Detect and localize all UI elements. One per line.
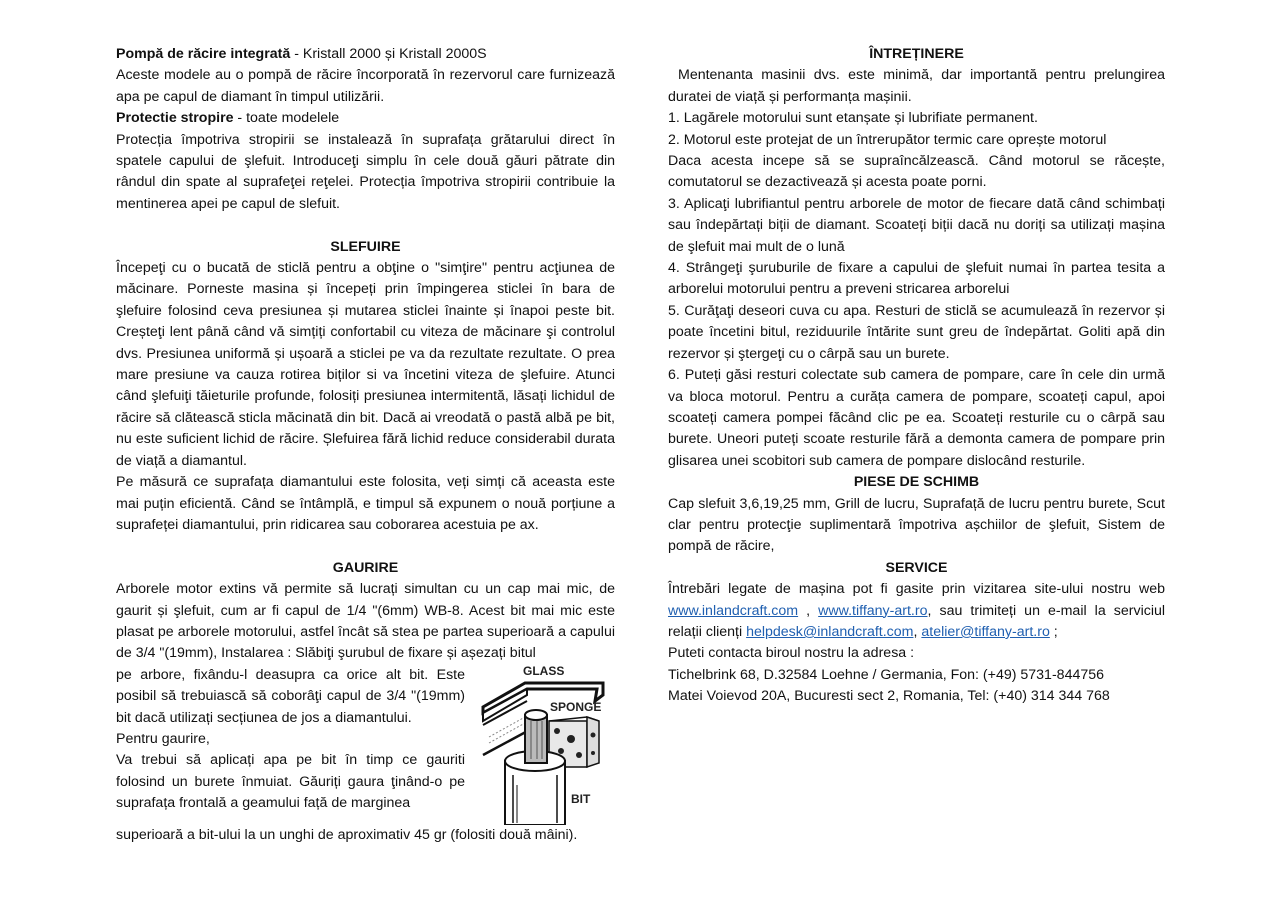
- service-intro: Întrebări legate de mașina pot fi gasite prin vizitarea site-ului nostru web: [668, 581, 1165, 598]
- glass-sponge-bit-illustration: [475, 665, 615, 825]
- drilling-paragraph-2: Pentru gaurire,: [116, 730, 210, 747]
- service-mid: , sau trimiteți un e-mail la serviciul relații clienți: [668, 602, 1166, 640]
- maintenance-item: 6. Puteți găsi resturi colectate sub camera de pompare, care în cele din urmă va bloca motorul. Pentru a curăța camera de pompare, scoateți capul, apoi scoateți camera pompei făcând clic pe ea. Scoateți resturile cu o cârpă sau burete. Uneori puteți scoate resturile fără a demonta camera de pompare prin glisarea unei scobitori sub camera de pompare dislocând resturile.: [668, 367, 1165, 469]
- separator: ;: [1049, 623, 1058, 640]
- svg-text:SPONGE: SPONGE: [550, 699, 602, 714]
- spacer: [116, 536, 615, 557]
- splash-paragraph: [116, 108, 615, 129]
- drilling-heading: GAURIRE: [332, 559, 399, 576]
- separator: ,: [798, 602, 819, 619]
- left-column: [116, 44, 615, 846]
- maintenance-item: 5. Curăţaţi deseori cuva cu apa. Resturi de sticlă se acumulează în rezervor și poate încetini bitul, reziduurile întărite sunt greu de îndepărtat. Goliti apă din rezervor și ştergeţi cu o cârpă sau un burete.: [668, 302, 1165, 362]
- pump-title: Pompă de răcire integrată: [116, 46, 291, 62]
- drilling-figure-block: [116, 665, 615, 846]
- maintenance-item: 1. Lagărele motorului sunt etanșate și lubrifiate permanent.: [668, 110, 1038, 127]
- grinding-paragraph-1: Începeţi cu o bucată de sticlă pentru a obţine o "simţire" pentru acţiunea de măcinare. Porneste masina și începeți prin împingerea sticlei în bara de şlefuire folosind ceva presiunea și mutarea sticlei înainte și înapoi peste bit. Creșteţi lent până când vă simțiți confortabil cu viteza de măcinare şi controlul dvs. Presiunea uniformă și ușoară a sticlei pe va da rezultate rezultate. O prea mare presiune va cauza rotirea biților si va încetini viteza de şlefuire. Atunci când şlefuiţi tăieturile profunde, folosiți presiunea intermitentă, lăsați lichidul de răcire să clătească sticla măcinată din bit. Dacă ai vreodată o pastă albă pe bit, nu este suficient lichid de răcire. Șlefuirea fără lichid reduce considerabil durata de viață a diamantul.: [116, 260, 615, 469]
- right-column: [668, 44, 1165, 708]
- link-helpdesk-email[interactable]: helpdesk@inlandcraft.com: [746, 623, 914, 640]
- drilling-paragraph-1-wrap: pe arbore, fixându-l deasupra ca orice alt bit. Este posibil să trebuiască să coborâţi capul de 3/4 "(19mm) bit dacă utilizați secțiunea de jos a diamantului.: [116, 666, 465, 726]
- link-tiffany-site[interactable]: www.tiffany-art.ro: [818, 602, 928, 619]
- splash-text: Protecția împotriva stropirii se instalează în suprafața grătarului direct în spatele capului de şlefuit. Introduceţi simplu în cele două găuri pătrate din rândul din spate al suprafeţei reţelei. Protecția împotriva stropirii contribuie la mentinerea apei pe capul de slefuit.: [116, 131, 615, 212]
- maintenance-item: 4. Strângeţi şuruburile de fixare a capului de şlefuit numai în partea tesita a arborelui motorului pentru a preveni stricarea arborelui: [668, 260, 1165, 298]
- svg-text:BIT: BIT: [571, 791, 591, 806]
- maintenance-item: 3. Aplicaţi lubrifiantul pentru arborele de motor de fiecare dată când schimbați sau îndepărtați biții de diamant. Scoateți biții dacă nu doriți sa utilizați mașina de şlefuit mai mult de o lună: [668, 195, 1165, 255]
- address-romania: Matei Voievod 20A, Bucuresti sect 2, Romania, Tel: (+40) 314 344 768: [668, 688, 1110, 705]
- maintenance-item: Daca acesta incepe să se supraîncălzească. Când motorul se răcește, comutatorul se dezactivează și acesta poate porni.: [668, 153, 1165, 191]
- pump-paragraph: [116, 44, 615, 65]
- grinding-paragraph-2: Pe măsură ce suprafața diamantului este folosita, veți simți că aceasta este mai puțin eficientă. Când se întâmplă, e timpul să expunem o nouă porțiune a suprafeței diamantului, prin ridicarea sau coborarea acestuia pe ax.: [116, 474, 615, 533]
- service-paragraph: [668, 579, 1165, 643]
- drilling-paragraph-3: Va trebui să aplicați apa pe bit în timp ce gauriti folosind un burete înmuiat. Găuriți gaura ţinând-o pe suprafața frontală a geamului față de marginea: [116, 752, 465, 812]
- contact-line: Puteti contacta biroul nostru la adresa :: [668, 645, 915, 662]
- drilling-paragraph-3-tail: superioară a bit-ului la un unghi de aproximativ 45 gr (folositi două mâini).: [116, 826, 578, 843]
- splash-models: - toate modelele: [233, 110, 340, 127]
- grinding-heading: SLEFUIRE: [330, 238, 401, 255]
- splash-title: Protectie stropire: [116, 110, 234, 127]
- pump-models: - Kristall 2000 și Kristall 2000S: [290, 46, 487, 62]
- service-heading: SERVICE: [885, 559, 948, 576]
- maintenance-heading: ÎNTREȚINERE: [869, 46, 964, 62]
- drilling-diagram-icon: [475, 665, 615, 825]
- svg-text:GLASS: GLASS: [523, 664, 565, 678]
- link-atelier-email[interactable]: atelier@tiffany-art.ro: [921, 623, 1050, 640]
- separator: ,: [913, 623, 922, 640]
- parts-text: Cap slefuit 3,6,19,25 mm, Grill de lucru, Suprafață de lucru pentru burete, Scut clar pentru protecţie suplimentară împotriva așchiilor de şlefuit, Sistem de pompă de răcire,: [668, 495, 1165, 555]
- address-germany: Tichelbrink 68, D.32584 Loehne / Germania, Fon: (+49) 5731-844756: [668, 666, 1105, 683]
- link-inlandcraft-site[interactable]: www.inlandcraft.com: [668, 602, 799, 619]
- spacer: [116, 215, 615, 236]
- parts-heading: PIESE DE SCHIMB: [853, 474, 980, 491]
- maintenance-intro: Mentenanta masinii dvs. este minimă, dar importantă pentru prelungirea duratei de viață și performanța mașinii.: [668, 67, 1165, 105]
- pump-text: Aceste modele au o pompă de răcire încorporată în rezervorul care furnizează apa pe capul de diamant în timpul utilizării.: [116, 67, 615, 105]
- maintenance-item: 2. Motorul este protejat de un întrerupător termic care oprește motorul: [668, 131, 1107, 148]
- drilling-paragraph-1: Arborele motor extins vă permite să lucrați simultan cu un cap mai mic, de gaurit și şlefuit, cum ar fi capul de 1/4 "(6mm) WB-8. Acest bit mai mic este plasat pe arborele motorului, astfel încât să stea pe partea superioară a capului de 3/4 "(19mm), Instalarea : Slăbiţi şurubul de fixare și așezați bitul: [116, 581, 615, 662]
